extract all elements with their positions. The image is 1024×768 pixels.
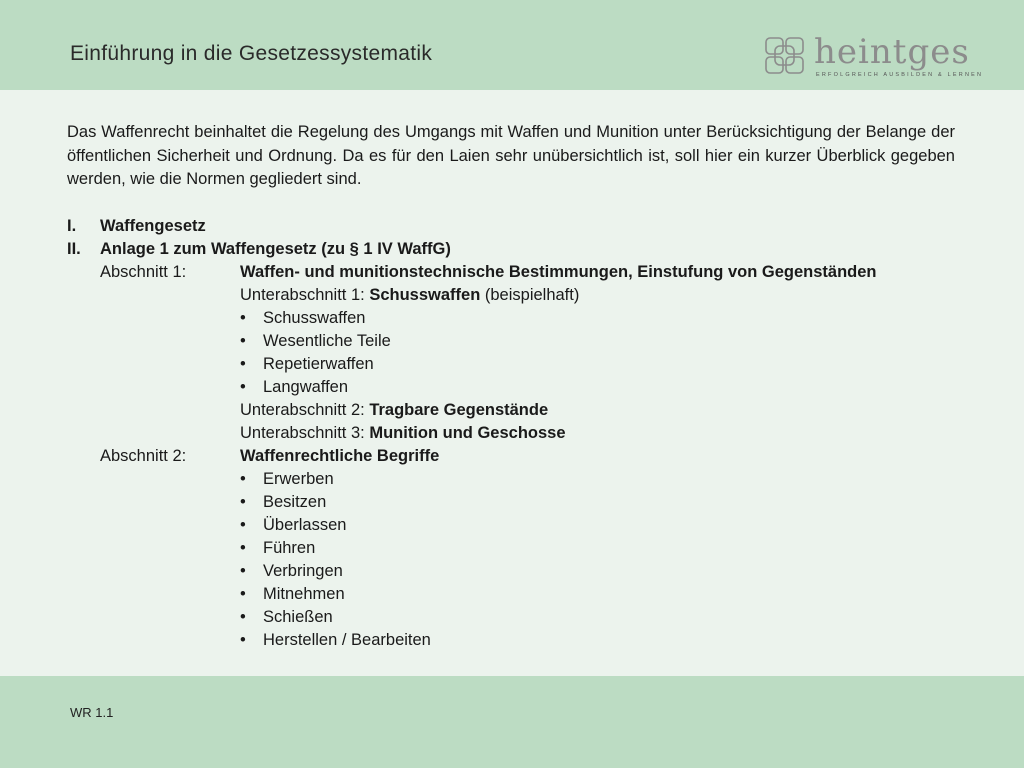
header-band: [0, 0, 1024, 90]
bullet-symbol: •: [240, 608, 246, 626]
logo-tagline: ERFOLGREICH AUSBILDEN & LERNEN: [816, 72, 984, 78]
bullet-text: Langwaffen: [263, 378, 349, 396]
unterabschnitt-title: Munition und Geschosse: [369, 424, 566, 442]
slide-id: WR 1.1: [70, 705, 114, 720]
bullet-symbol: •: [240, 309, 246, 327]
unterabschnitt-label: Unterabschnitt 3:: [240, 424, 365, 442]
bullet-symbol: •: [240, 516, 246, 534]
bullet-symbol: •: [240, 332, 246, 350]
bullet-symbol: •: [240, 493, 246, 511]
abschnitt-1-title-row: [240, 262, 877, 282]
bullet-text: Schießen: [263, 608, 333, 626]
abschnitt-2-label: Abschnitt 2:: [100, 447, 187, 465]
outline-item-1-title-row: [100, 216, 206, 236]
bullet-symbol: •: [240, 355, 246, 373]
bullet-symbol: •: [240, 470, 246, 488]
bullet-text: Erwerben: [263, 470, 334, 488]
bullet-symbol: •: [240, 539, 246, 557]
abschnitt-1-title: Waffen- und munitionstechnische Bestimmungen, Einstufung von Gegenständen: [240, 263, 877, 281]
bullet-text: Verbringen: [263, 562, 343, 580]
abschnitt-1-label: Abschnitt 1:: [100, 263, 187, 281]
unterabschnitt-title: Tragbare Gegenstände: [369, 401, 549, 419]
footer-band: [0, 676, 1024, 768]
abschnitt-2-title: Waffenrechtliche Begriffe: [240, 447, 440, 465]
unterabschnitt-label: Unterabschnitt 2:: [240, 401, 365, 419]
heintges-logo: [764, 32, 984, 80]
bullet-text: Schusswaffen: [263, 309, 366, 327]
outline-item-2-title-row: [100, 239, 451, 259]
bullet-symbol: •: [240, 562, 246, 580]
unterabschnitt-label: Unterabschnitt 1:: [240, 286, 365, 304]
bullet-text: Wesentliche Teile: [263, 332, 391, 350]
logo-mark-icon: [764, 36, 806, 76]
item-title: Anlage 1 zum Waffengesetz (zu § 1 IV WaffG): [100, 240, 451, 258]
item-title: Waffengesetz: [100, 217, 206, 235]
intro-paragraph: Das Waffenrecht beinhaltet die Regelung des Umgangs mit Waffen und Munition unter Berücksichtigung der Belange der öffentlichen Sicherheit und Ordnung. Da es für den Laien sehr unübersichtlich ist, soll hier ein kurzer Überblick gegeben werden, wie die Normen gegliedert sind.: [67, 123, 955, 188]
bullet-text: Führen: [263, 539, 316, 557]
abschnitt-2-title-row: [240, 446, 439, 466]
bullet-symbol: •: [240, 378, 246, 396]
page-title: Einführung in die Gesetzessystematik: [70, 42, 433, 65]
item-number: I.: [67, 217, 77, 235]
bullet-text: Mitnehmen: [263, 585, 345, 603]
unterabschnitt-3: [240, 423, 566, 443]
bullet-text: Repetierwaffen: [263, 355, 374, 373]
bullet-symbol: •: [240, 631, 246, 649]
bullet-text: Herstellen / Bearbeiten: [263, 631, 431, 649]
unterabschnitt-title: Schusswaffen: [369, 286, 481, 304]
outline-item-2: [67, 239, 81, 259]
item-number: II.: [67, 240, 81, 258]
content-panel: [0, 90, 1024, 676]
unterabschnitt-1: [240, 285, 579, 305]
bullet-text: Überlassen: [263, 516, 347, 534]
bullet-text: Besitzen: [263, 493, 327, 511]
logo-wordmark: heintges: [814, 32, 970, 72]
unterabschnitt-2: [240, 400, 548, 420]
outline-item-1: [67, 216, 76, 236]
bullet-symbol: •: [240, 585, 246, 603]
unterabschnitt-note: (beispielhaft): [484, 286, 580, 304]
